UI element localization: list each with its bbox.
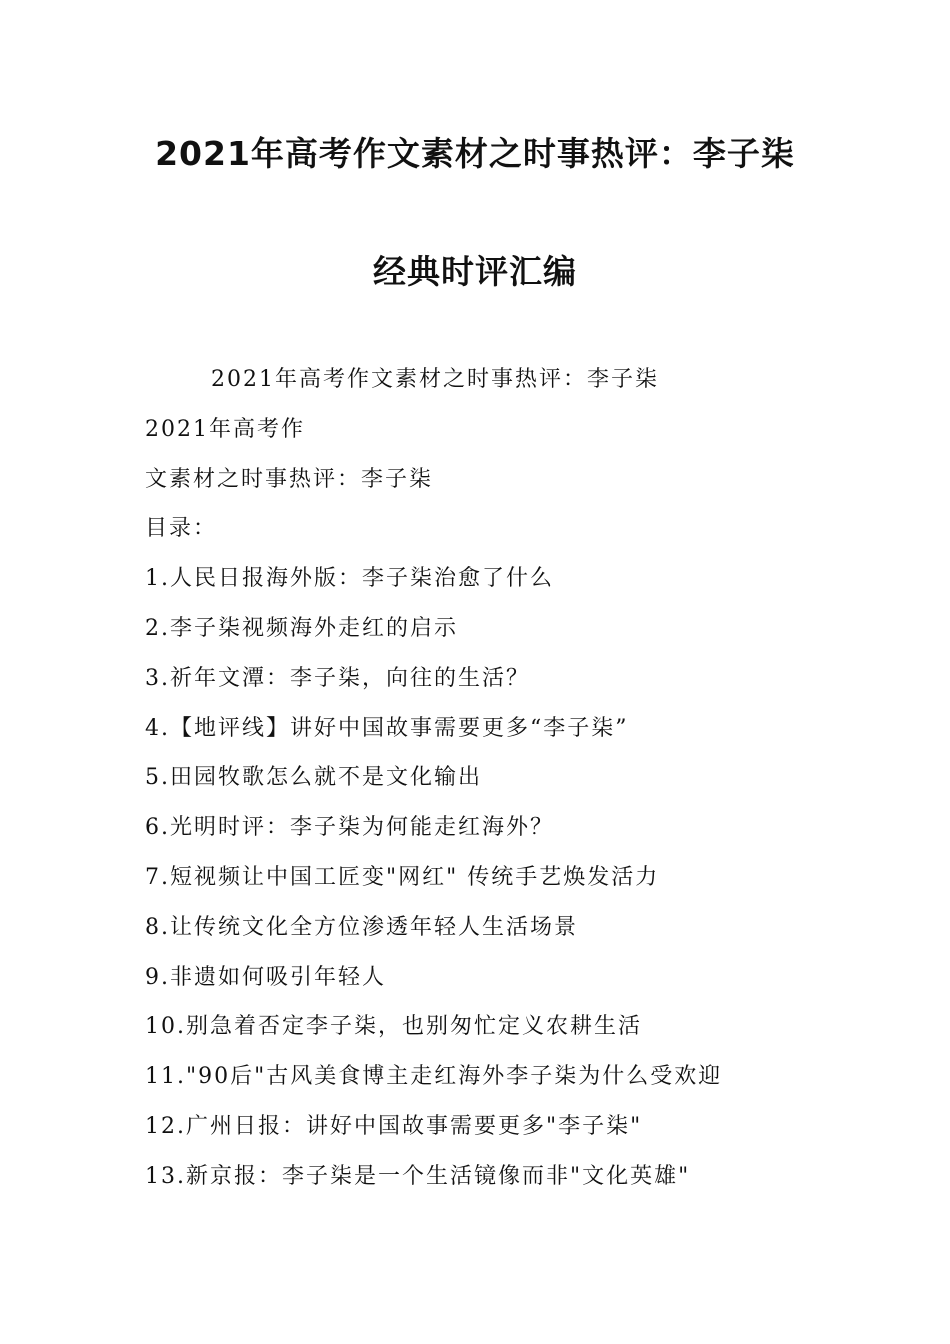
toc-item-10: 10.别急着否定李子柒，也别匆忙定义农耕生活 <box>145 1014 642 1040</box>
toc-item-1: 1.人民日报海外版：李子柒治愈了什么 <box>145 566 554 592</box>
toc-item-7: 7.短视频让中国工匠变"网红" 传统手艺焕发活力 <box>145 864 660 890</box>
toc-item-11: 11."90后"古风美食博主走红海外李子柒为什么受欢迎 <box>145 1064 723 1090</box>
intro-line: 2021年高考作文素材之时事热评：李子柒 <box>211 367 659 392</box>
sub-line-1: 2021年高考作 <box>145 416 305 442</box>
toc-item-8: 8.让传统文化全方位渗透年轻人生活场景 <box>145 914 578 940</box>
sub-line-2: 文素材之时事热评：李子柒 <box>145 466 434 492</box>
toc-item-4: 4.【地评线】讲好中国故事需要更多“李子柒” <box>145 715 629 741</box>
toc-item-13: 13.新京报：李子柒是一个生活镜像而非"文化英雄" <box>145 1163 691 1189</box>
document-title-line-1: 2021年高考作文素材之时事热评：李子柒 <box>155 134 795 173</box>
toc-item-2: 2.李子柒视频海外走红的启示 <box>145 615 458 641</box>
document-title-line-2: 经典时评汇编 <box>373 252 577 291</box>
document-body <box>145 355 845 1202</box>
toc-item-6: 6.光明时评：李子柒为何能走红海外？ <box>145 815 554 841</box>
toc-item-5: 5.田园牧歌怎么就不是文化输出 <box>145 765 482 791</box>
toc-item-3: 3.祈年文潭：李子柒，向往的生活？ <box>145 665 530 691</box>
toc-item-9: 9.非遗如何吸引年轻人 <box>145 964 386 990</box>
toc-item-12: 12.广州日报：讲好中国故事需要更多"李子柒" <box>145 1113 643 1139</box>
toc-heading: 目录： <box>145 516 218 542</box>
